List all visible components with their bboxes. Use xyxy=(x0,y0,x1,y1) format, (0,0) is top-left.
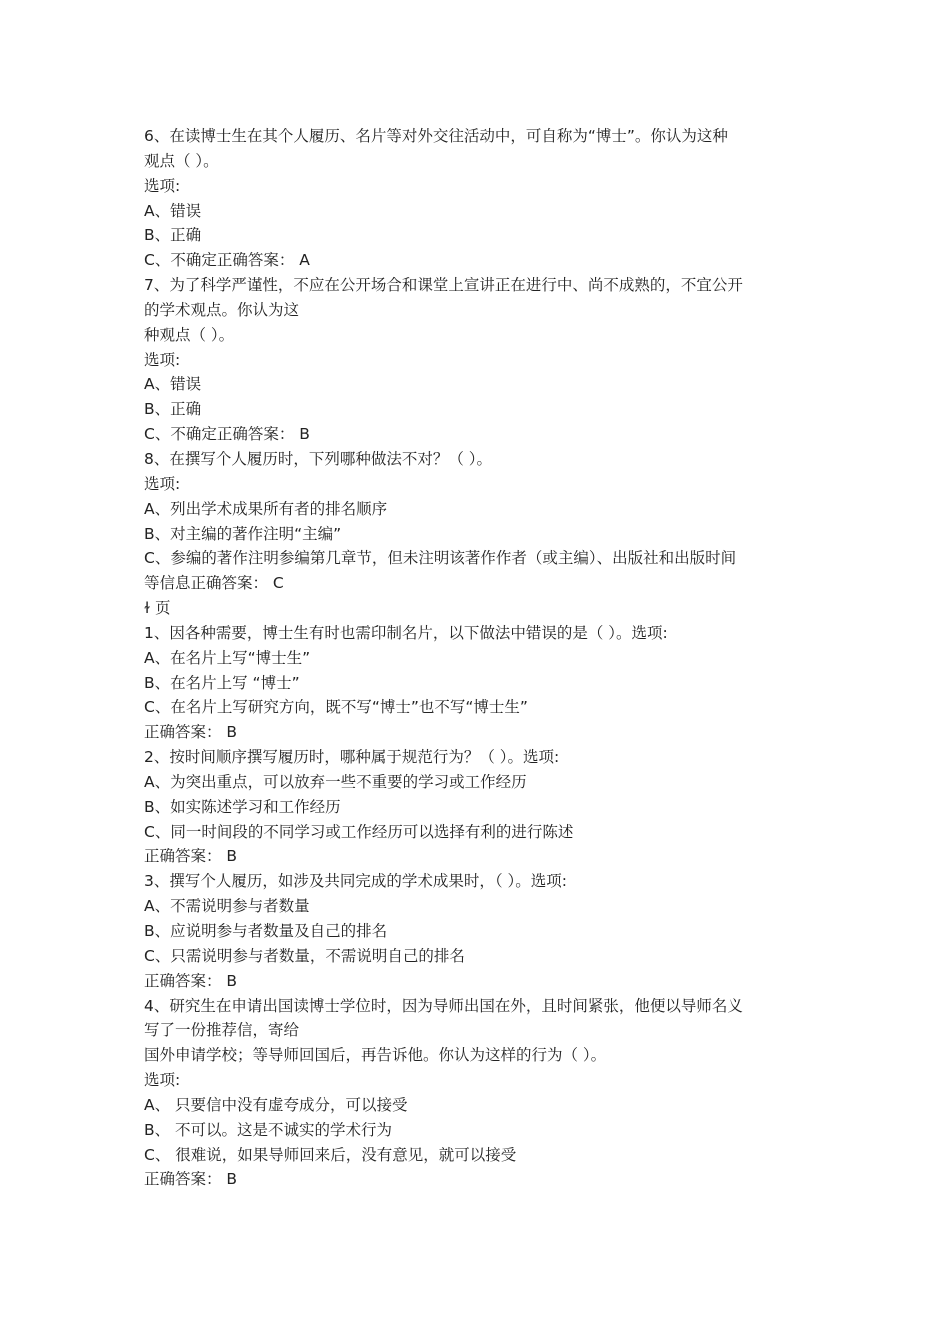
p2-q4-stem-line-1: 4、研究生在申请出国读博士学位时，因为导师出国在外，且时间紧张，他便以导师名义 xyxy=(144,996,743,1015)
p2-q2-stem: 2、按时间顺序撰写履历时，哪种属于规范行为？（ ）。选项: xyxy=(144,748,560,767)
p2-q1-stem: 1、因各种需要，博士生有时也需印制名片，以下做法中错误的是（ ）。选项: xyxy=(144,623,668,642)
p2-q3-option-a: A、不需说明参与者数量 xyxy=(144,897,310,916)
q8-options-label: 选项: xyxy=(144,474,181,493)
q7-stem-line-2: 的学术观点。你认为这 xyxy=(144,300,300,319)
q7-option-b: B、正确 xyxy=(144,400,202,419)
p2-q1-option-a: A、在名片上写“博士生” xyxy=(144,648,311,667)
q8-option-a: A、列出学术成果所有者的排名顺序 xyxy=(144,499,388,518)
p2-q4-option-c: C、 很难说，如果导师回来后，没有意见，就可以接受 xyxy=(144,1145,517,1164)
p2-q4-options-label: 选项: xyxy=(144,1071,181,1090)
q6-stem-line-2: 观点（ ）。 xyxy=(144,151,219,170)
p2-q4-option-b: B、 不可以。这是不诚实的学术行为 xyxy=(144,1120,393,1139)
p2-q3-option-b: B、应说明参与者数量及自己的排名 xyxy=(144,922,388,940)
p2-q3-answer: 正确答案： B xyxy=(144,971,238,990)
q8-option-b: B、对主编的著作注明“主编” xyxy=(144,524,342,543)
q8-option-c-line-2-answer: 等信息正确答案： C xyxy=(144,574,284,593)
q7-stem-line-1: 7、为了科学严谨性，不应在公开场合和课堂上宣讲正在进行中、尚不成熟的，不宜公开 xyxy=(144,276,743,295)
p2-q2-option-a: A、为突出重点，可以放弃一些不重要的学习或工作经历 xyxy=(144,772,527,791)
q7-stem-line-3: 种观点（ ）。 xyxy=(144,325,235,344)
q7-option-a: A、错误 xyxy=(144,375,202,394)
q7-options-label: 选项: xyxy=(144,350,181,369)
page-marker: ɫ 页 xyxy=(144,599,171,618)
p2-q1-option-b: B、在名片上写 “博士” xyxy=(144,673,300,692)
q6-option-a: A、错误 xyxy=(144,201,202,220)
p2-q3-option-c: C、只需说明参与者数量，不需说明自己的排名 xyxy=(144,946,465,965)
p2-q4-stem-line-3: 国外申请学校；等导师回国后，再告诉他。你认为这样的行为（ ）。 xyxy=(144,1046,607,1065)
q6-option-b: B、正确 xyxy=(144,226,202,245)
p2-q1-option-c: C、在名片上写研究方向，既不写“博士”也不写“博士生” xyxy=(144,698,528,717)
q8-option-c-line-1: C、参编的著作注明参编第几章节，但未注明该著作作者（或主编）、出版社和出版时间 xyxy=(144,549,737,568)
p2-q2-option-b: B、如实陈述学习和工作经历 xyxy=(144,797,341,816)
q7-option-c-answer: C、不确定正确答案： B xyxy=(144,425,310,444)
p2-q2-option-c: C、同一时间段的不同学习或工作经历可以选择有利的进行陈述 xyxy=(144,822,574,841)
q8-stem: 8、在撰写个人履历时，下列哪种做法不对？（ ）。 xyxy=(144,449,493,468)
p2-q1-answer: 正确答案： B xyxy=(144,723,238,742)
document-body xyxy=(144,124,804,1192)
q6-option-c-answer: C、不确定正确答案： A xyxy=(144,251,310,270)
p2-q4-answer: 正确答案： B xyxy=(144,1170,238,1189)
p2-q4-option-a: A、 只要信中没有虚夸成分，可以接受 xyxy=(144,1095,408,1114)
p2-q2-answer: 正确答案： B xyxy=(144,847,238,866)
q6-options-label: 选项: xyxy=(144,176,181,195)
p2-q4-stem-line-2: 写了一份推荐信，寄给 xyxy=(144,1021,300,1040)
p2-q3-stem: 3、撰写个人履历，如涉及共同完成的学术成果时，（ ）。选项: xyxy=(144,872,568,891)
q6-stem-line-1: 6、在读博士生在其个人履历、名片等对外交往活动中，可自称为“博士”。你认为这种 xyxy=(144,127,728,145)
